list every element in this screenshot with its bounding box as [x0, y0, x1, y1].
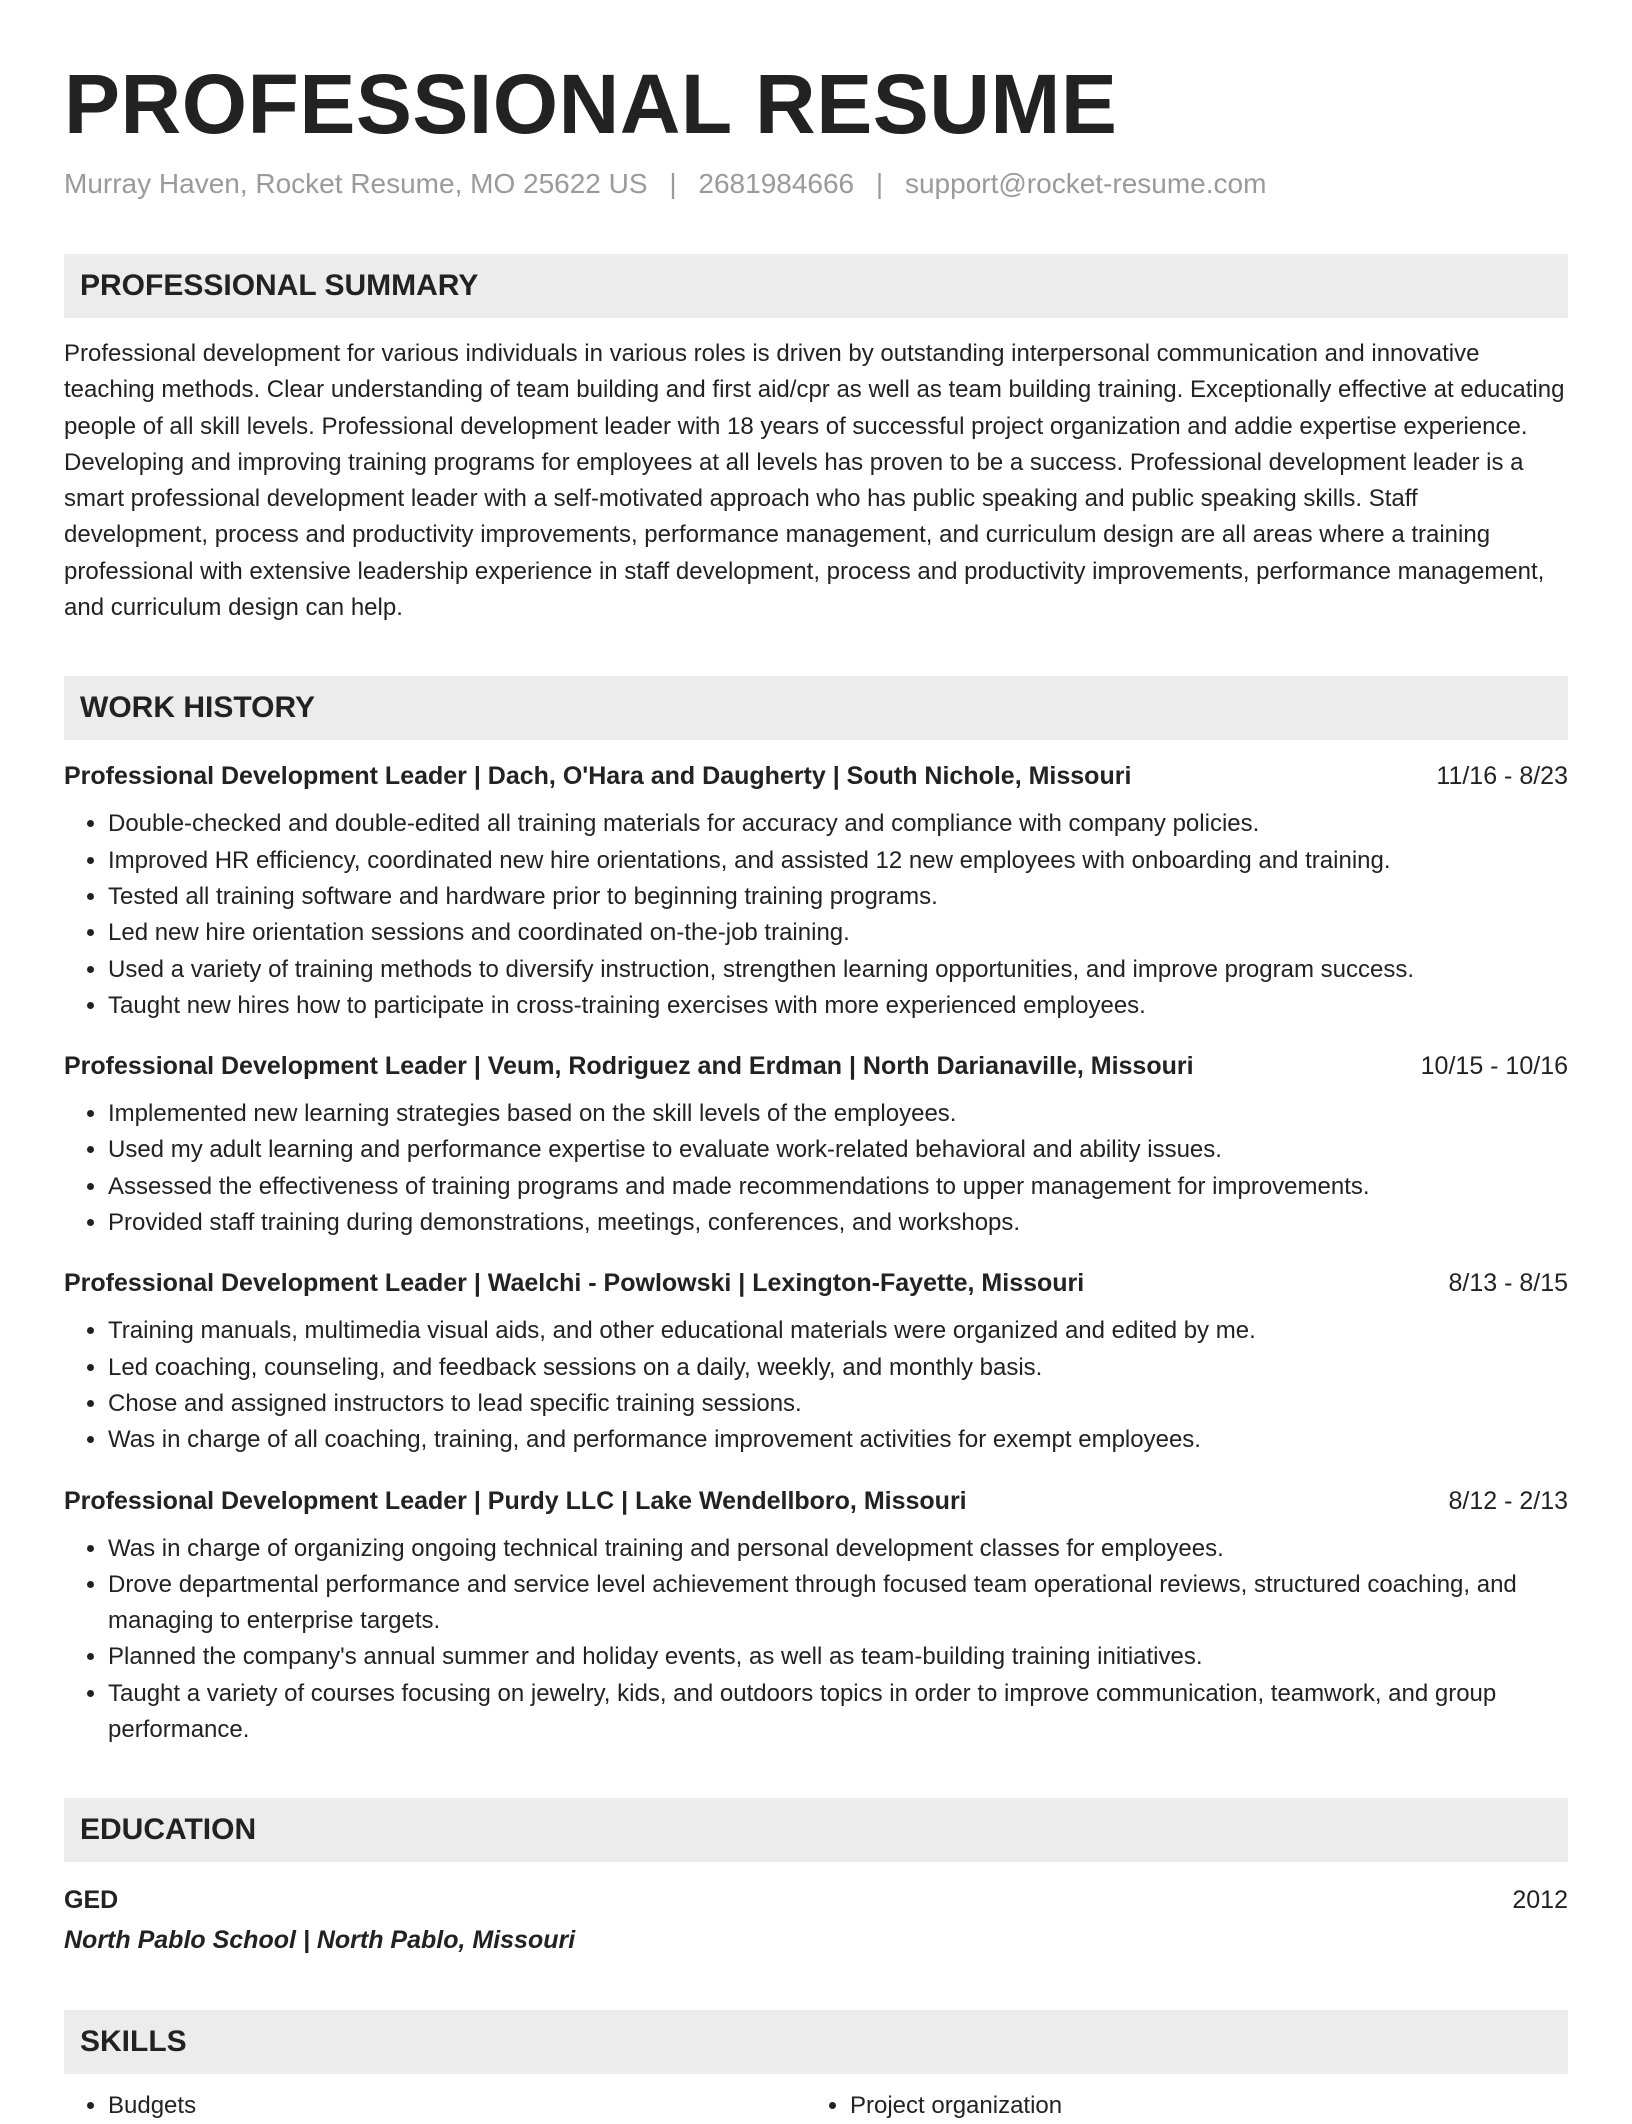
contact-address: Murray Haven, Rocket Resume, MO 25622 US: [64, 168, 648, 199]
job-dates: 10/15 - 10/16: [1420, 1052, 1568, 1081]
skill-item: • Budgets: [108, 2088, 806, 2124]
section-header-education: EDUCATION: [64, 1798, 1568, 1862]
contact-separator: |: [669, 168, 677, 199]
summary-text: Professional development for various individuals in various roles is driven by outstanding interpersonal communication and innovative teaching methods. Clear understanding of team building and first aid/cpr as well as team building training. Exceptionally effective at educating people of all skill levels. Professional development leader with 18 years of successful project organization and addie expertise experience. Developing and improving training programs for employees at all levels has proven to be a success. Professional development leader is a smart professional development leader with a self-motivated approach who has public speaking and public speaking skills. Staff development, process and productivity improvements, performance management, and curriculum design are all areas where a training professional with extensive leadership experience in staff development, process and productivity improvements, performance management, and curriculum design can help.: [64, 340, 1565, 622]
job-bullet: • Double-checked and double-edited all training materials for accuracy and compliance with company policies.: [108, 806, 1568, 842]
section-header-skills: SKILLS: [64, 2010, 1568, 2074]
education-row: [64, 1880, 1568, 1920]
job-entry: [64, 1483, 1568, 1749]
job-bullet: • Taught new hires how to participate in cross-training exercises with more experienced employees.: [108, 988, 1568, 1024]
job-dates: 8/12 - 2/13: [1448, 1486, 1568, 1515]
job-bullet: • Used a variety of training methods to diversify instruction, strengthen learning opportunities, and improve program success.: [108, 952, 1568, 988]
job-bullet: • Provided staff training during demonstrations, meetings, conferences, and workshops.: [108, 1205, 1568, 1241]
skills-column-right: [806, 2088, 1548, 2124]
job-bullet: • Tested all training software and hardware prior to beginning training programs.: [108, 879, 1568, 915]
education-school: North Pablo School | North Pablo, Missouri: [64, 1926, 576, 1955]
contact-email: support@rocket-resume.com: [904, 168, 1267, 199]
skills-list: [64, 2088, 1568, 2124]
section-header-summary: PROFESSIONAL SUMMARY: [64, 254, 1568, 318]
education-degree: GED: [64, 1886, 119, 1915]
job-bullet: • Implemented new learning strategies based on the skill levels of the employees.: [108, 1096, 1568, 1132]
contact-line: [64, 166, 1568, 202]
job-header: [64, 1048, 1568, 1084]
job-bullet: • Used my adult learning and performance expertise to evaluate work-related behavioral and ability issues.: [108, 1132, 1568, 1168]
job-title: Professional Development Leader | Waelchi - Powlowski | Lexington-Fayette, Missouri: [64, 1269, 1085, 1298]
job-bullet: • Chose and assigned instructors to lead specific training sessions.: [108, 1386, 1568, 1422]
job-header: [64, 1483, 1568, 1519]
job-entry: [64, 1048, 1568, 1241]
job-dates: 11/16 - 8/23: [1436, 762, 1568, 791]
education-year: 2012: [1512, 1886, 1568, 1915]
skill-item: • Project organization: [850, 2088, 1548, 2124]
job-bullets: [64, 1313, 1568, 1458]
job-bullet: • Assessed the effectiveness of training programs and made recommendations to upper management for improvements.: [108, 1169, 1568, 1205]
job-entry: [64, 1265, 1568, 1458]
job-bullets: [64, 1531, 1568, 1749]
job-bullet: • Led new hire orientation sessions and coordinated on-the-job training.: [108, 915, 1568, 951]
job-entry: [64, 758, 1568, 1024]
job-bullet: • Was in charge of all coaching, training, and performance improvement activities for exempt employees.: [108, 1422, 1568, 1458]
contact-phone: 2681984666: [698, 168, 855, 199]
job-bullet: • Drove departmental performance and service level achievement through focused team operational reviews, structured coaching, and managing to enterprise targets.: [108, 1567, 1568, 1640]
job-bullet: • Taught a variety of courses focusing on jewelry, kids, and outdoors topics in order to improve communication, teamwork, and group performance.: [108, 1676, 1568, 1749]
skills-column-left: [64, 2088, 806, 2124]
job-dates: 8/13 - 8/15: [1448, 1269, 1568, 1298]
resume-title: PROFESSIONAL RESUME: [64, 57, 1118, 151]
section-header-work-history: WORK HISTORY: [64, 676, 1568, 740]
job-title: Professional Development Leader | Purdy LLC | Lake Wendellboro, Missouri: [64, 1486, 967, 1515]
job-bullet: • Training manuals, multimedia visual aids, and other educational materials were organized and edited by me.: [108, 1313, 1568, 1349]
job-header: [64, 1265, 1568, 1301]
job-title: Professional Development Leader | Dach, O'Hara and Daugherty | South Nichole, Missouri: [64, 762, 1132, 791]
job-bullet: • Improved HR efficiency, coordinated new hire orientations, and assisted 12 new employees with onboarding and training.: [108, 843, 1568, 879]
job-bullet: • Planned the company's annual summer and holiday events, as well as team-building training initiatives.: [108, 1639, 1568, 1675]
job-bullet: • Was in charge of organizing ongoing technical training and personal development classes for employees.: [108, 1531, 1568, 1567]
contact-separator: |: [875, 168, 884, 199]
job-header: [64, 758, 1568, 794]
job-title: Professional Development Leader | Veum, Rodriguez and Erdman | North Darianaville, Missouri: [64, 1052, 1194, 1081]
job-bullets: [64, 806, 1568, 1024]
job-bullet: • Led coaching, counseling, and feedback sessions on a daily, weekly, and monthly basis.: [108, 1350, 1568, 1386]
job-bullets: [64, 1096, 1568, 1241]
